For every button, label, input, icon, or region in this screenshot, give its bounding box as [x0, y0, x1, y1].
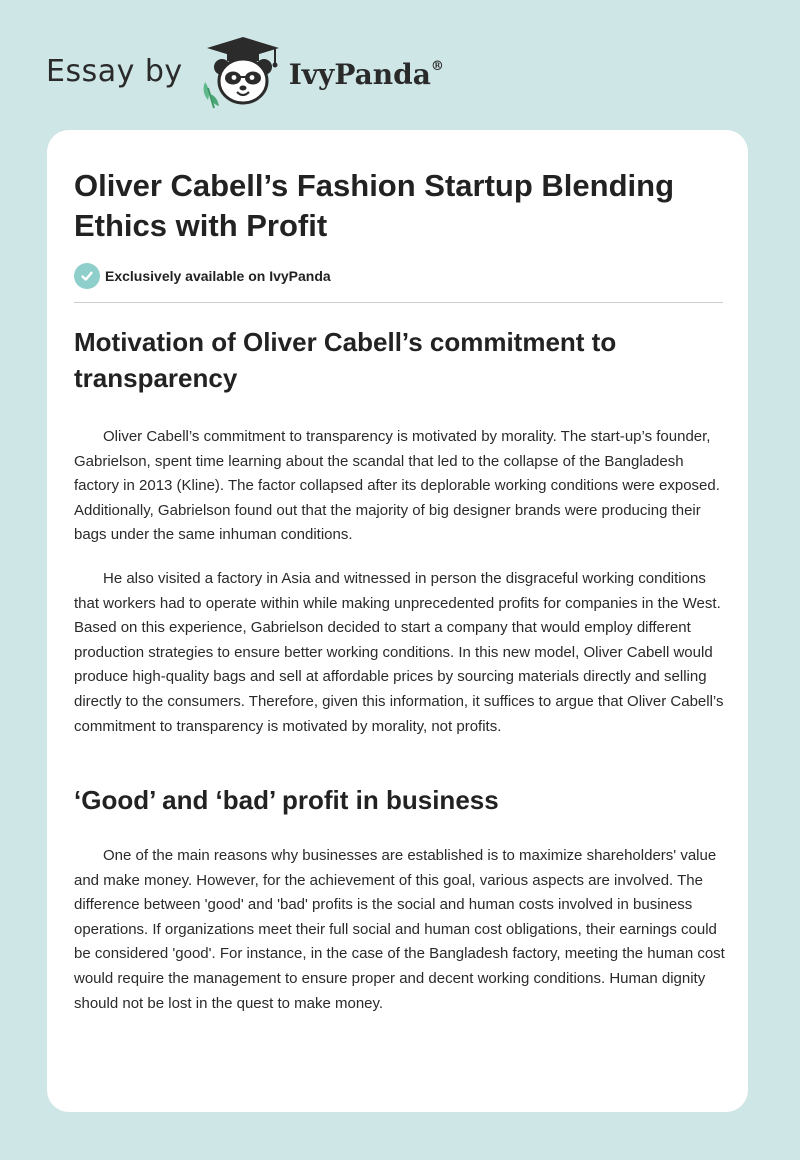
check-circle-icon	[74, 263, 100, 289]
exclusive-badge	[74, 263, 331, 289]
brand-name[interactable]	[289, 58, 444, 91]
panda-graduate-logo-icon[interactable]	[197, 34, 287, 110]
section-heading-good-bad-profit: ‘Good’ and ‘bad’ profit in business	[74, 785, 499, 815]
paragraph: He also visited a factory in Asia and witnessed in person the disgraceful working conditions that workers had to operate within while making unprecedented profits for companies in the West. Based on this experience, Gabrielson decided to start a company that would employ different production strategies to ensure better working conditions. In this new model, Oliver Cabell would produce high-quality bags and sell at affordable prices by sourcing materials directly and selling directly to the consumers. Therefore, given this information, it suffices to argue that Oliver Cabell’s commitment to transparency is motivated by morality, not profits.	[74, 570, 724, 735]
divider	[74, 302, 723, 303]
section-heading-motivation: Motivation of Oliver Cabell’s commitment to transparency	[74, 327, 617, 393]
brand-name-text: IvyPanda	[288, 57, 431, 91]
registered-mark: ®	[430, 58, 444, 74]
essay-by-label: Essay by	[46, 53, 183, 89]
site-header	[46, 34, 444, 110]
paragraph: Oliver Cabell’s commitment to transparency is motivated by morality. The start-up’s founder, Gabrielson, spent time learning about the scandal that led to the collapse of the Bangladesh factory in 2013 (Kline). The factor collapsed after its deplorable working conditions were exposed. Additionally, Gabrielson found out that the majority of big designer brands were producing their bags under the same inhuman conditions.	[74, 428, 720, 544]
paragraph: One of the main reasons why businesses are established is to maximize shareholders' value and make money. However, for the achievement of this goal, various aspects are involved. The difference between 'good' and 'bad' profits is the social and human costs involved in business operations. If organizations meet their full social and human cost obligations, their earnings could be considered 'good'. For instance, in the case of the Bangladesh factory, meeting the human cost would require the management to ensure proper and decent working conditions. Human dignity should not be lost in the quest to make money.	[74, 847, 725, 1012]
exclusive-label: Exclusively available on IvyPanda	[105, 268, 331, 284]
essay-title: Oliver Cabell’s Fashion Startup Blending Ethics with Profit	[74, 168, 675, 243]
essay-card	[47, 130, 748, 1112]
checkmark-icon	[80, 269, 94, 283]
